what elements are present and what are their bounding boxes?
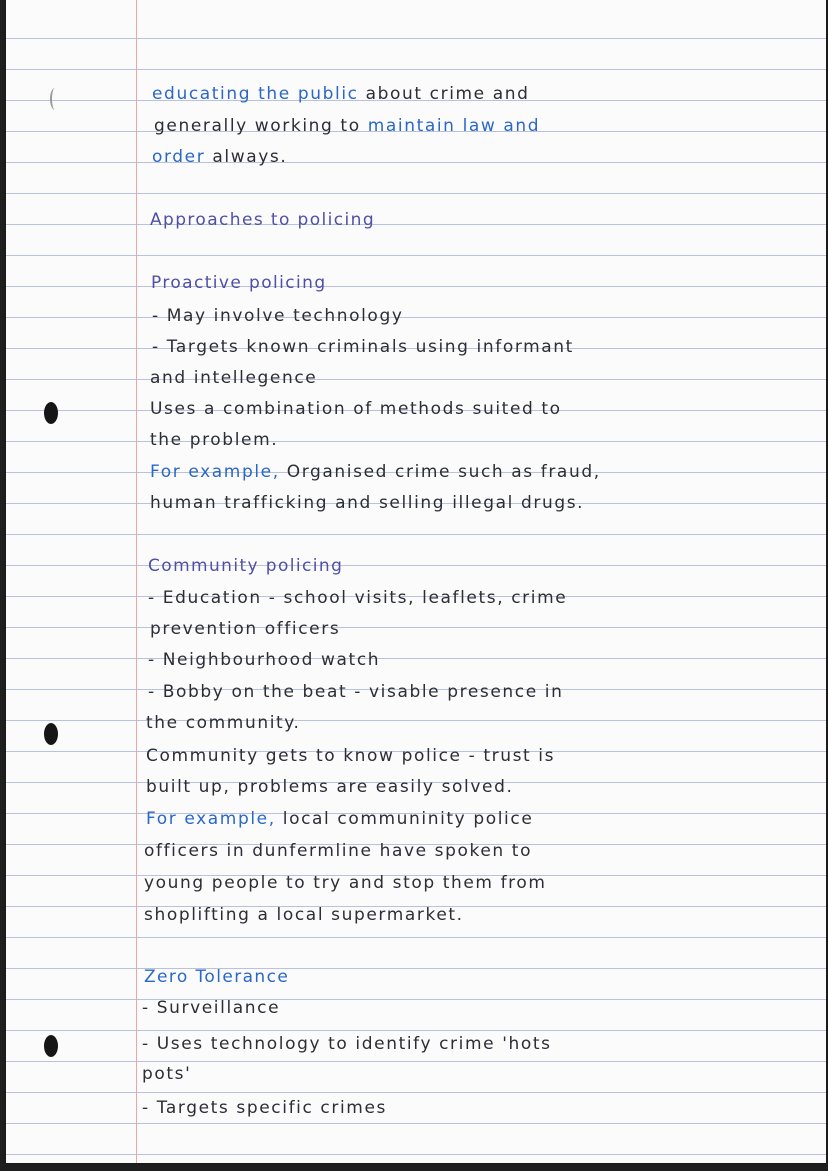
note-line: human trafficking and selling illegal drugs. (150, 493, 585, 513)
punch-hole (44, 1035, 58, 1057)
note-line: - Targets known criminals using informant (152, 337, 574, 357)
note-line: For example, Organised crime such as fraud, (150, 462, 601, 482)
notebook-page (6, 0, 826, 1163)
note-line: educating the public about crime and (152, 84, 530, 104)
note-line: - Education - school visits, leaflets, crime (148, 588, 568, 608)
note-line: Uses a combination of methods suited to (150, 399, 562, 419)
note-line: the community. (146, 713, 301, 733)
margin-line (136, 0, 137, 1163)
section-heading: Proactive policing (151, 273, 327, 293)
punch-hole (50, 88, 60, 110)
note-line: young people to try and stop them from (144, 873, 547, 893)
section-heading: Zero Tolerance (144, 967, 290, 987)
note-line: - Neighbourhood watch (148, 650, 381, 670)
note-line: shoplifting a local supermarket. (144, 905, 464, 925)
punch-hole (44, 402, 58, 424)
note-line: pots' (142, 1064, 192, 1084)
punch-hole (44, 723, 58, 745)
note-line: generally working to maintain law and (154, 116, 541, 136)
note-line: officers in dunfermline have spoken to (144, 841, 533, 861)
note-line: order always. (152, 147, 288, 167)
note-line: - May involve technology (152, 306, 404, 326)
note-line: - Bobby on the beat - visable presence in (148, 682, 564, 702)
note-line: built up, problems are easily solved. (146, 777, 514, 797)
note-line: the problem. (150, 430, 279, 450)
note-line: and intellegence (150, 368, 318, 388)
section-heading: Approaches to policing (150, 210, 376, 230)
note-line: - Targets specific crimes (142, 1098, 387, 1118)
section-heading: Community policing (148, 556, 344, 576)
note-line: - Surveillance (142, 998, 281, 1018)
note-line: For example, local communinity police (146, 809, 534, 829)
note-line: Community gets to know police - trust is (146, 746, 556, 766)
note-line: - Uses technology to identify crime 'hots (142, 1034, 552, 1054)
note-line: prevention officers (150, 619, 341, 639)
